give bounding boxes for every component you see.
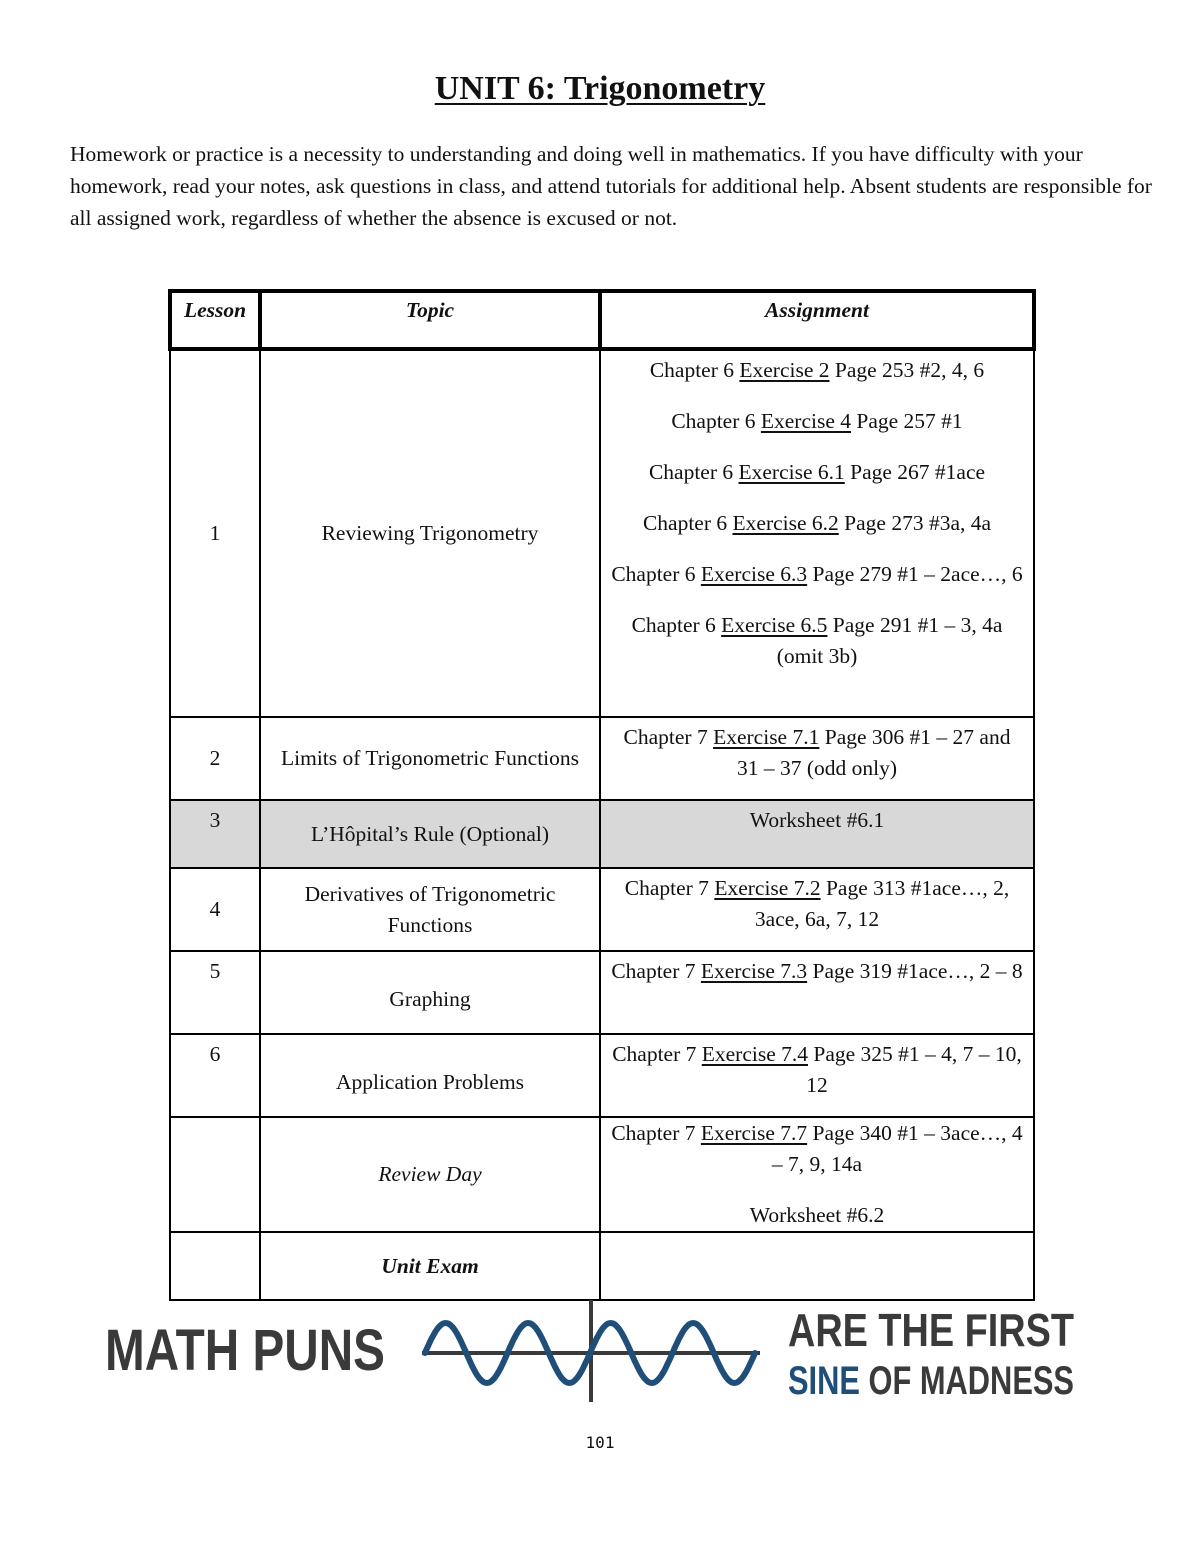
assignment-pages: Page 306 #1 – 27 and 31 – 37 (odd only) (736, 725, 1011, 780)
table-row (170, 800, 1034, 868)
assignment-cell (600, 1034, 1034, 1117)
assignment-chapter: Chapter 7 (612, 1042, 702, 1066)
banner-left-text: MATH PUNS (105, 1318, 385, 1383)
assignment-pages: Page 273 #3a, 4a (838, 511, 992, 535)
assignment-chapter: Chapter 6 (649, 358, 740, 382)
assignment-cell (600, 717, 1034, 800)
exercise-link: Exercise 7.4 (701, 1042, 809, 1066)
table-row (170, 868, 1034, 951)
lesson-cell: 6 (170, 1034, 260, 1117)
topic-cell: Review Day (260, 1117, 600, 1232)
exercise-link: Exercise 7.3 (700, 959, 808, 983)
assignment-item (611, 956, 1023, 987)
assignment-chapter: Chapter 6 (648, 460, 739, 484)
exercise-link: Exercise 7.2 (714, 876, 821, 900)
assignment-chapter: Worksheet #6.1 (749, 808, 885, 832)
assignment-cell (600, 1117, 1034, 1232)
assignment-pages: Page 257 #1 (851, 409, 963, 433)
table-header-row (170, 291, 1034, 349)
exercise-link: Exercise 2 (739, 358, 830, 382)
topic-cell: Graphing (260, 951, 600, 1034)
assignment-item (611, 1200, 1023, 1231)
header-assignment: Assignment (600, 291, 1034, 349)
assignment-cell (600, 800, 1034, 868)
exercise-link: Exercise 6.1 (738, 460, 845, 484)
intro-paragraph: Homework or practice is a necessity to understanding and doing well in mathematics. If you have difficulty with your homework, read your notes, ask questions in class, and attend tutorials for additional help. Absent students are responsible for all assigned work, regardless of whether the absence is excused or not. (70, 142, 1152, 230)
topic-cell: Limits of Trigonometric Functions (260, 717, 600, 800)
assignment-pages: Page 253 #2, 4, 6 (829, 358, 985, 382)
assignment-chapter: Chapter 7 (611, 959, 701, 983)
assignment-cell (600, 1232, 1034, 1300)
page-number: 101 (585, 1433, 615, 1452)
assignment-chapter: Worksheet #6.2 (749, 1203, 885, 1227)
math-puns-banner (100, 1296, 1138, 1406)
header-lesson: Lesson (170, 291, 260, 349)
assignment-pages: Page 319 #1ace…, 2 – 8 (807, 959, 1023, 983)
assignment-pages: Page 325 #1 – 4, 7 – 10, 12 (806, 1042, 1022, 1097)
exercise-link: Exercise 6.5 (721, 613, 828, 637)
assignment-pages: Page 340 #1 – 3ace…, 4 – 7, 9, 14a (771, 1121, 1023, 1176)
exercise-link: Exercise 6.2 (732, 511, 839, 535)
assignment-item (611, 610, 1023, 672)
assignment-item (611, 805, 1023, 836)
banner-right-line1: ARE THE FIRST (788, 1304, 1074, 1356)
assignment-item (611, 355, 1023, 386)
assignment-chapter: Chapter 7 (623, 725, 714, 749)
assignment-item (611, 1039, 1023, 1101)
assignment-item (611, 406, 1023, 437)
assignment-chapter: Chapter 6 (611, 562, 701, 586)
assignment-item (611, 457, 1023, 488)
header-topic: Topic (260, 291, 600, 349)
table-row (170, 1232, 1034, 1300)
assignment-pages: Page 267 #1ace (844, 460, 986, 484)
topic-cell: Derivatives of Trigonometric Functions (260, 868, 600, 951)
homework-table (168, 289, 1036, 1301)
exercise-link: Exercise 7.7 (700, 1121, 808, 1145)
assignment-item (611, 559, 1023, 590)
table-row (170, 951, 1034, 1034)
assignment-item (611, 508, 1023, 539)
assignment-item (611, 722, 1023, 784)
assignment-item (611, 1118, 1023, 1180)
lesson-cell (170, 1117, 260, 1232)
lesson-cell: 2 (170, 717, 260, 800)
assignment-chapter: Chapter 6 (631, 613, 722, 637)
exercise-link: Exercise 6.3 (700, 562, 808, 586)
assignment-pages: Page 279 #1 – 2ace…, 6 (807, 562, 1023, 586)
table-row (170, 1117, 1034, 1232)
lesson-cell: 3 (170, 800, 260, 868)
lesson-cell (170, 1232, 260, 1300)
exercise-link: Exercise 4 (760, 409, 852, 433)
exercise-link: Exercise 7.1 (713, 725, 820, 749)
assignment-cell (600, 868, 1034, 951)
assignment-chapter: Chapter 7 (611, 1121, 701, 1145)
table-row (170, 349, 1034, 717)
topic-cell: Reviewing Trigonometry (260, 349, 600, 717)
assignment-chapter: Chapter 7 (624, 876, 715, 900)
assignment-cell (600, 349, 1034, 717)
assignment-chapter: Chapter 6 (671, 409, 761, 433)
assignment-pages: Page 313 #1ace…, 2, 3ace, 6a, 7, 12 (754, 876, 1010, 931)
assignment-pages: Page 291 #1 – 3, 4a (omit 3b) (776, 613, 1003, 668)
topic-cell: Application Problems (260, 1034, 600, 1117)
topic-cell: L’Hôpital’s Rule (Optional) (260, 800, 600, 868)
assignment-item (611, 873, 1023, 935)
lesson-cell: 5 (170, 951, 260, 1034)
topic-cell: Unit Exam (260, 1232, 600, 1300)
assignment-cell (600, 951, 1034, 1034)
table-row (170, 1034, 1034, 1117)
table-row (170, 717, 1034, 800)
assignment-chapter: Chapter 6 (642, 511, 733, 535)
banner-right-line2: SINE OF MADNESS (788, 1359, 1138, 1403)
lesson-cell: 1 (170, 349, 260, 717)
lesson-cell: 4 (170, 868, 260, 951)
page-title: UNIT 6: Trigonometry (434, 70, 766, 107)
